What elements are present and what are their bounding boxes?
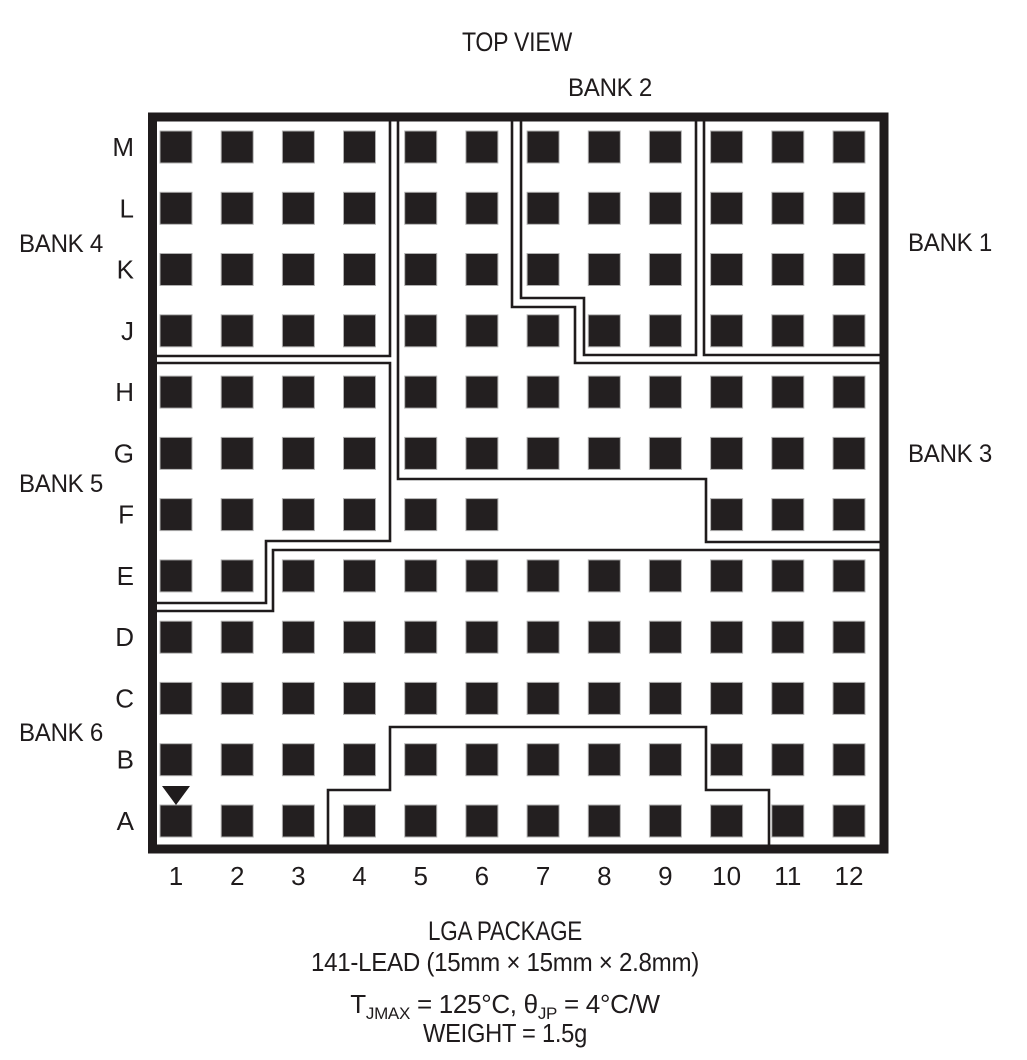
pad-D7 — [527, 621, 559, 653]
row-label-A: A — [116, 806, 134, 836]
pad-H10 — [711, 376, 743, 408]
theta-subscript: JP — [537, 1004, 558, 1023]
col-label-4: 4 — [352, 861, 367, 891]
pad-G8 — [588, 437, 620, 469]
col-label-3: 3 — [291, 861, 306, 891]
pad-C12 — [833, 682, 865, 714]
pad-M1 — [160, 131, 192, 163]
pad-J8 — [588, 315, 620, 347]
pad-J7 — [527, 315, 559, 347]
row-label-D: D — [115, 622, 134, 653]
pad-B9 — [649, 744, 681, 776]
pad-L1 — [160, 192, 192, 224]
col-label-12: 12 — [834, 861, 864, 891]
pad-B12 — [833, 744, 865, 776]
row-labels — [112, 132, 134, 836]
package-outline — [153, 117, 885, 849]
pad-C6 — [466, 682, 498, 714]
pad-D1 — [160, 621, 192, 653]
pad-M6 — [466, 131, 498, 163]
pad-E4 — [344, 560, 376, 592]
pad-J6 — [466, 315, 498, 347]
pad-F10 — [711, 499, 743, 531]
pad-L7 — [527, 192, 559, 224]
pad-C9 — [649, 682, 681, 714]
pad-E11 — [772, 560, 804, 592]
pad-E6 — [466, 560, 498, 592]
pad-H6 — [466, 376, 498, 408]
pad-L6 — [466, 192, 498, 224]
pad-C8 — [588, 682, 620, 714]
pad-K9 — [649, 254, 681, 286]
pad-E12 — [833, 560, 865, 592]
pad-J4 — [344, 315, 376, 347]
package-name: LGA PACKAGE — [428, 916, 582, 946]
pad-K4 — [344, 254, 376, 286]
pad-C5 — [405, 682, 437, 714]
pad-L3 — [282, 192, 314, 224]
pad-D9 — [649, 621, 681, 653]
pad-B4 — [344, 744, 376, 776]
pad-F4 — [344, 499, 376, 531]
pad-D10 — [711, 621, 743, 653]
tjmax-symbol: T — [350, 989, 366, 1019]
pad-A12 — [833, 805, 865, 837]
pad-E2 — [221, 560, 253, 592]
pad-H2 — [221, 376, 253, 408]
pad-M7 — [527, 131, 559, 163]
pad-F11 — [772, 499, 804, 531]
pad-B10 — [711, 744, 743, 776]
bank-boundary-lines — [150, 119, 886, 850]
pad-G2 — [221, 437, 253, 469]
pad-C10 — [711, 682, 743, 714]
pad-L2 — [221, 192, 253, 224]
row-label-B: B — [116, 744, 134, 775]
bank-6-label: BANK 6 — [19, 719, 103, 747]
pad-B11 — [772, 744, 804, 776]
pad-K6 — [466, 254, 498, 286]
pad-H11 — [772, 376, 804, 408]
col-label-9: 9 — [658, 861, 673, 891]
row-label-H: H — [115, 377, 134, 408]
bank-2-label: BANK 2 — [568, 74, 652, 102]
pad-D4 — [344, 621, 376, 653]
pad-G5 — [405, 437, 437, 469]
row-label-C: C — [115, 683, 134, 714]
pad-M2 — [221, 131, 253, 163]
row-label-G: G — [113, 438, 134, 469]
pad-D6 — [466, 621, 498, 653]
pad-J11 — [772, 315, 804, 347]
pad-E8 — [588, 560, 620, 592]
row-label-K: K — [116, 254, 134, 285]
row-label-L: L — [119, 193, 134, 224]
pad-K1 — [160, 254, 192, 286]
row-label-F: F — [118, 499, 134, 530]
pad-C7 — [527, 682, 559, 714]
pad-B6 — [466, 744, 498, 776]
pad-H9 — [649, 376, 681, 408]
bank-1-label: BANK 1 — [908, 229, 992, 257]
pin1-marker-icon — [162, 786, 190, 805]
pad-F1 — [160, 499, 192, 531]
theta-value: = 4°C/W — [557, 989, 660, 1019]
col-label-6: 6 — [474, 861, 490, 891]
pad-F5 — [405, 499, 437, 531]
pad-M8 — [588, 131, 620, 163]
pad-K12 — [833, 254, 865, 286]
pad-G3 — [282, 437, 314, 469]
pad-E10 — [711, 560, 743, 592]
pad-A4 — [344, 805, 376, 837]
pad-C1 — [160, 682, 192, 714]
tjmax-subscript: JMAX — [365, 1004, 411, 1023]
bank-5-label: BANK 5 — [19, 470, 103, 498]
pad-A1 — [160, 805, 192, 837]
pad-B3 — [282, 744, 314, 776]
pad-G1 — [160, 437, 192, 469]
col-label-10: 10 — [712, 861, 742, 891]
pad-M11 — [772, 131, 804, 163]
col-label-11: 11 — [774, 861, 802, 891]
pad-A10 — [711, 805, 743, 837]
pad-A3 — [282, 805, 314, 837]
pad-B2 — [221, 744, 253, 776]
pad-F2 — [221, 499, 253, 531]
col-label-1: 1 — [168, 861, 184, 891]
pad-C11 — [772, 682, 804, 714]
row-label-J: J — [121, 315, 134, 346]
lead-count-line: 141-LEAD (15mm × 15mm × 2.8mm) — [311, 947, 699, 977]
theta-symbol: θ — [523, 989, 538, 1019]
col-label-8: 8 — [597, 861, 612, 891]
pad-E5 — [405, 560, 437, 592]
pad-L12 — [833, 192, 865, 224]
pad-D2 — [221, 621, 253, 653]
pad-L9 — [649, 192, 681, 224]
pad-H5 — [405, 376, 437, 408]
pad-J2 — [221, 315, 253, 347]
pad-M3 — [282, 131, 314, 163]
pad-L4 — [344, 192, 376, 224]
pad-K5 — [405, 254, 437, 286]
pad-J5 — [405, 315, 437, 347]
pad-E3 — [282, 560, 314, 592]
pad-G12 — [833, 437, 865, 469]
bank-4-label: BANK 4 — [19, 230, 104, 258]
pad-B5 — [405, 744, 437, 776]
pad-G11 — [772, 437, 804, 469]
pad-H1 — [160, 376, 192, 408]
row-label-M: M — [112, 132, 134, 162]
pad-F6 — [466, 499, 498, 531]
pad-K3 — [282, 254, 314, 286]
pad-H4 — [344, 376, 376, 408]
pad-B1 — [160, 744, 192, 776]
col-labels — [169, 861, 864, 891]
pad-D12 — [833, 621, 865, 653]
pad-H12 — [833, 376, 865, 408]
pad-C3 — [282, 682, 314, 714]
pad-A8 — [588, 805, 620, 837]
pad-J9 — [649, 315, 681, 347]
pad-D5 — [405, 621, 437, 653]
pad-E9 — [649, 560, 681, 592]
pad-A9 — [649, 805, 681, 837]
pad-A6 — [466, 805, 498, 837]
pad-C4 — [344, 682, 376, 714]
top-view-title: TOP VIEW — [462, 27, 573, 57]
pad-K8 — [588, 254, 620, 286]
weight-line: WEIGHT = 1.5g — [423, 1018, 587, 1048]
pad-J3 — [282, 315, 314, 347]
pad-D11 — [772, 621, 804, 653]
pad-L10 — [711, 192, 743, 224]
pad-M9 — [649, 131, 681, 163]
pad-B7 — [527, 744, 559, 776]
pad-M10 — [711, 131, 743, 163]
col-label-2: 2 — [229, 861, 245, 891]
pad-M4 — [344, 131, 376, 163]
pad-A11 — [772, 805, 804, 837]
pad-J1 — [160, 315, 192, 347]
pad-G7 — [527, 437, 559, 469]
pad-K2 — [221, 254, 253, 286]
pad-L8 — [588, 192, 620, 224]
pad-M5 — [405, 131, 437, 163]
col-label-7: 7 — [535, 861, 551, 891]
pad-D8 — [588, 621, 620, 653]
pad-G10 — [711, 437, 743, 469]
bank2-outer-outline — [512, 119, 886, 363]
pad-F3 — [282, 499, 314, 531]
pad-H3 — [282, 376, 314, 408]
row-label-E: E — [116, 560, 134, 591]
pad-F12 — [833, 499, 865, 531]
pad-M12 — [833, 131, 865, 163]
pad-K7 — [527, 254, 559, 286]
pad-A5 — [405, 805, 437, 837]
pad-L11 — [772, 192, 804, 224]
pad-G9 — [649, 437, 681, 469]
pad-H7 — [527, 376, 559, 408]
pad-J12 — [833, 315, 865, 347]
pad-G6 — [466, 437, 498, 469]
tjmax-value: = 125°C, — [410, 989, 524, 1019]
pad-K11 — [772, 254, 804, 286]
pad-E7 — [527, 560, 559, 592]
pad-G4 — [344, 437, 376, 469]
bank-3-label: BANK 3 — [908, 440, 992, 468]
col-label-5: 5 — [413, 861, 428, 891]
pad-L5 — [405, 192, 437, 224]
pad-J10 — [711, 315, 743, 347]
pad-C2 — [221, 682, 253, 714]
pad-A7 — [527, 805, 559, 837]
pad-H8 — [588, 376, 620, 408]
pad-E1 — [160, 560, 192, 592]
pad-D3 — [282, 621, 314, 653]
pad-B8 — [588, 744, 620, 776]
pad-K10 — [711, 254, 743, 286]
pad-A2 — [221, 805, 253, 837]
